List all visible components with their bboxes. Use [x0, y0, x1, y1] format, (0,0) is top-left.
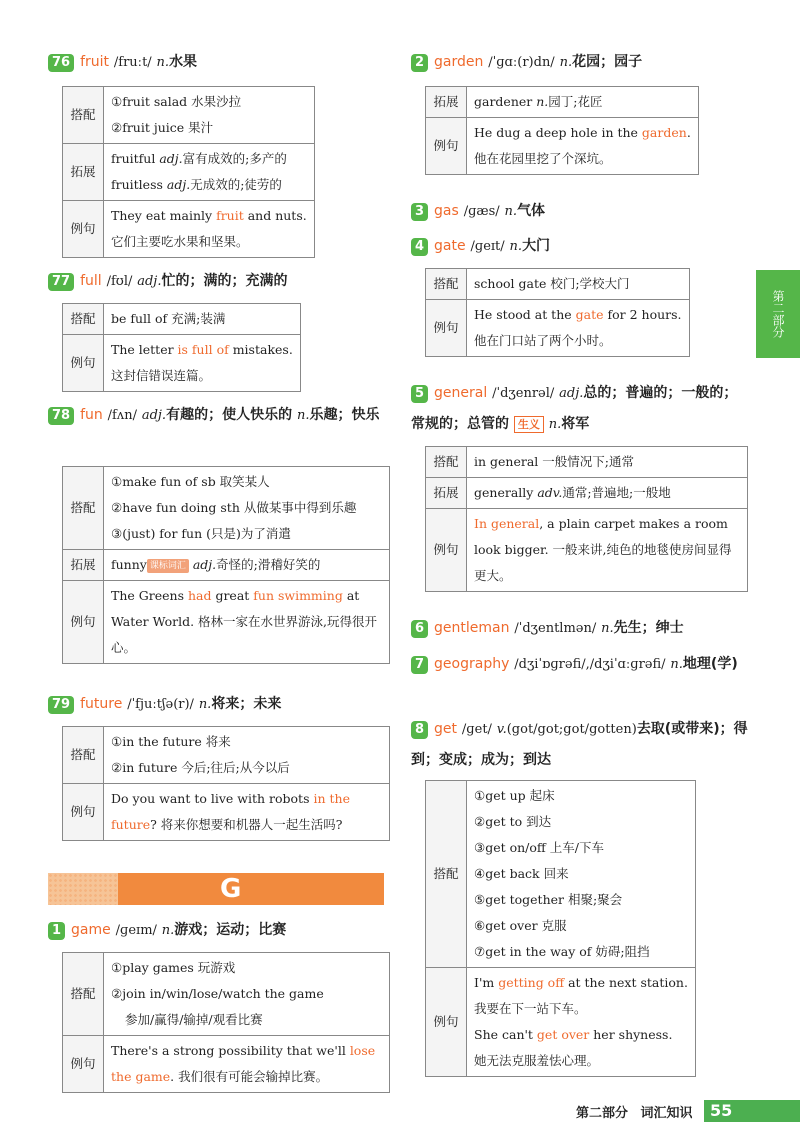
- headword: geography: [434, 656, 510, 672]
- part-of-speech: n.: [559, 55, 573, 70]
- example-text: ? 将来你想要和机器人一起生活吗?: [150, 817, 343, 832]
- entry-number: 1: [48, 922, 65, 940]
- collocation: ②in future 今后;往后;从今以后: [111, 760, 290, 775]
- phonetic: /ˈfjuːtʃə(r)/: [127, 697, 194, 712]
- entry-table-full: [62, 303, 301, 392]
- headword: gas: [434, 203, 459, 219]
- headword: garden: [434, 54, 484, 70]
- example-translation: 他在门口站了两个小时。: [474, 333, 612, 348]
- collocation: ②join in/win/lose/watch the game: [111, 986, 324, 1001]
- entry-fruit: [40, 48, 390, 77]
- headword: general: [434, 385, 488, 401]
- meaning: 游戏；运动；比赛: [174, 922, 287, 938]
- entry-heading: [40, 48, 390, 77]
- entry-table-fruit: [62, 86, 315, 258]
- meaning: 气体: [517, 203, 546, 219]
- entry-number: 6: [411, 620, 428, 638]
- example-text: , a plain carpet makes a room look bigger. 一般来讲,纯色的地毯使房间显得更大。: [474, 516, 732, 583]
- entry-gas: [403, 197, 748, 226]
- entry-heading: [403, 197, 748, 226]
- examples: [467, 968, 696, 1077]
- entry-heading: [403, 650, 748, 679]
- example-highlight: in the future: [111, 791, 350, 832]
- entry-heading: [403, 614, 748, 643]
- example-text: He dug a deep hole in the: [474, 125, 642, 140]
- collocation: ①make fun of sb 取笑某人: [111, 474, 270, 489]
- meaning: 水果: [169, 54, 198, 70]
- example-text: at the next station.: [564, 975, 688, 990]
- entry-table-general: [425, 446, 748, 592]
- entry-general: [403, 378, 748, 440]
- meaning: 总的；普遍的；一般的；常规的；总管的: [411, 385, 738, 432]
- collocations: [104, 953, 390, 1036]
- row-label: 例句: [63, 581, 104, 664]
- entry-heading: [40, 267, 390, 296]
- phonetic: /dʒiˈɒɡrəfi/,/dʒiˈɑːɡrəfi/: [514, 657, 666, 672]
- footer-part: 第二部分: [576, 1106, 629, 1121]
- row-label: 搭配: [426, 447, 467, 478]
- example: [467, 300, 690, 357]
- example-text: They eat mainly: [111, 208, 217, 223]
- example-translation: 她无法克服羞怯心理。: [474, 1053, 600, 1068]
- extension: [111, 172, 307, 198]
- row-label: 例句: [426, 118, 467, 175]
- example-text: The Greens: [111, 588, 188, 603]
- collocation: ②have fun doing sth 从做某事中得到乐趣: [111, 500, 357, 515]
- page-number: 55: [704, 1100, 800, 1122]
- section-bar-pattern: [48, 873, 118, 905]
- entry-table-future: [62, 726, 390, 841]
- phonetic: /fʊl/: [106, 274, 133, 289]
- row-label: 拓展: [63, 550, 104, 581]
- headword: fun: [80, 407, 103, 423]
- section-letter: G: [220, 874, 242, 904]
- collocation: ④get back 回来: [474, 866, 569, 881]
- entry-game: [40, 916, 390, 945]
- entry-heading: [403, 714, 748, 775]
- ext-meaning: 园丁;花匠: [548, 94, 603, 109]
- entry-number: 78: [48, 407, 74, 425]
- row-label: 拓展: [63, 144, 104, 201]
- entry-number: 4: [411, 238, 428, 256]
- example-translation: 这封信错误连篇。: [111, 368, 212, 383]
- entry-gate: [403, 232, 748, 261]
- part-of-speech: v.: [496, 722, 507, 737]
- entry-geography: [403, 650, 748, 679]
- example-highlight: fun swimming: [253, 588, 343, 603]
- ext-meaning: 通常;普遍地;一般地: [562, 485, 671, 500]
- part-of-speech: n.: [198, 697, 212, 712]
- example: [104, 335, 301, 392]
- example-translation: 我要在下一站下车。: [474, 1001, 587, 1016]
- row-label: 例句: [426, 509, 467, 592]
- collocation: be full of 充满;装满: [104, 304, 301, 335]
- entry-table-get: [425, 780, 696, 1077]
- example-text: I'm: [474, 975, 499, 990]
- entry-heading: [403, 378, 748, 440]
- example-text: She can't: [474, 1027, 537, 1042]
- example-text: great: [211, 588, 254, 603]
- meaning: 有趣的；使人快乐的: [166, 407, 293, 423]
- collocation-translation: 参加/赢得/输掉/观看比赛: [125, 1012, 263, 1027]
- entry-heading: [40, 401, 390, 430]
- ext-pos: adj.: [192, 557, 217, 572]
- example-text: .: [686, 125, 691, 140]
- page-footer: [576, 1102, 693, 1121]
- ext-meaning: 无成效的;徒劳的: [190, 177, 282, 192]
- ext-word: gardener: [474, 94, 537, 109]
- headword: get: [434, 721, 458, 737]
- example-highlight: get over: [536, 1027, 590, 1042]
- part-of-speech: n.: [156, 55, 170, 70]
- entry-table-fun: [62, 466, 390, 664]
- meaning: 将军: [561, 416, 590, 432]
- extension: [104, 550, 390, 581]
- entry-number: 76: [48, 54, 74, 72]
- entry-table-garden: [425, 86, 699, 175]
- collocation: ③(just) for fun (只是)为了消遣: [111, 526, 291, 541]
- side-section-tab: 第二部分: [756, 270, 800, 358]
- entry-heading: [403, 232, 748, 261]
- meaning: 先生；绅士: [613, 620, 684, 636]
- phonetic: /ɡeɪm/: [115, 923, 157, 938]
- meaning: 花园；园子: [572, 54, 643, 70]
- extensions: [104, 144, 315, 201]
- phonetic: /ˈɡɑː(r)dn/: [488, 55, 555, 70]
- meaning: 忙的；满的；充满的: [161, 273, 288, 289]
- entry-table-game: [62, 952, 390, 1093]
- collocation: ①fruit salad 水果沙拉: [111, 94, 242, 109]
- ext-word: generally: [474, 485, 538, 500]
- ext-word: fruitless: [111, 177, 167, 192]
- collocation: school gate 校门;学校大门: [467, 269, 690, 300]
- collocation: ⑤get together 相聚;聚会: [474, 892, 623, 907]
- collocation: ①play games 玩游戏: [111, 960, 236, 975]
- ext-meaning: 奇怪的;滑稽好笑的: [216, 557, 321, 572]
- example: [104, 1036, 390, 1093]
- collocations: [104, 87, 315, 144]
- example-text: her shyness.: [589, 1027, 673, 1042]
- part-of-speech: n.: [504, 204, 518, 219]
- phonetic: /ɡet/: [461, 722, 492, 737]
- example: [467, 118, 699, 175]
- example-text: for 2 hours.: [603, 307, 682, 322]
- example-text: at Water World. 格林一家在水世界游泳,玩得很开心。: [111, 588, 378, 655]
- example-translation: 他在花园里挖了个深坑。: [474, 151, 612, 166]
- entry-fun: [40, 401, 390, 430]
- part-of-speech: n.: [296, 408, 310, 423]
- entry-number: 8: [411, 721, 428, 739]
- verb-forms: (got/got;got/gotten): [506, 722, 637, 737]
- collocation: ①in the future 将来: [111, 734, 231, 749]
- part-of-speech: n.: [601, 621, 614, 636]
- entry-heading: [40, 916, 390, 945]
- part-of-speech: adj.: [141, 408, 167, 423]
- part-of-speech: adj.: [137, 274, 162, 289]
- headword: future: [80, 696, 123, 712]
- headword: gentleman: [434, 620, 510, 636]
- row-label: 例句: [63, 201, 104, 258]
- section-bar-g: [48, 873, 384, 905]
- curriculum-tag: 课标词汇: [147, 559, 189, 573]
- entry-garden: [403, 48, 748, 77]
- phonetic: /ɡeɪt/: [470, 239, 505, 254]
- extension: [467, 87, 699, 118]
- example-text: . 我们很有可能会输掉比赛。: [170, 1069, 329, 1084]
- ext-pos: adj.: [159, 151, 183, 166]
- phonetic: /fʌn/: [107, 408, 137, 423]
- ext-pos: adj.: [166, 177, 191, 192]
- entry-get: [403, 714, 748, 775]
- row-label: 搭配: [63, 304, 104, 335]
- meaning: 地理(学): [682, 656, 738, 672]
- part-of-speech: adj.: [559, 386, 584, 401]
- phonetic: /ɡæs/: [463, 204, 500, 219]
- entry-heading: [40, 690, 390, 719]
- row-label: 例句: [63, 1036, 104, 1093]
- row-label: 搭配: [426, 269, 467, 300]
- row-label: 搭配: [426, 781, 467, 968]
- meaning: 将来；未来: [211, 696, 282, 712]
- entry-heading: [403, 48, 748, 77]
- example-highlight: is full of: [177, 342, 229, 357]
- example-text: The letter: [111, 342, 178, 357]
- extension: [467, 478, 748, 509]
- row-label: 搭配: [63, 87, 104, 144]
- collocation: ②fruit juice 果汁: [111, 120, 214, 135]
- meaning: 乐趣；快乐: [309, 407, 380, 423]
- example: [104, 581, 390, 664]
- collocation: ③get on/off 上车/下车: [474, 840, 604, 855]
- collocation: ⑦get in the way of 妨碍;阻挡: [474, 944, 650, 959]
- phonetic: /fruːt/: [113, 55, 152, 70]
- entry-future: [40, 690, 390, 719]
- entry-number: 3: [411, 203, 428, 221]
- headword: gate: [434, 238, 466, 254]
- example-text: mistakes.: [228, 342, 293, 357]
- phonetic: /ˈdʒenrəl/: [492, 386, 555, 401]
- row-label: 例句: [63, 335, 104, 392]
- footer-title: 词汇知识: [640, 1106, 693, 1121]
- row-label: 例句: [426, 300, 467, 357]
- ext-word: fruitful: [111, 151, 160, 166]
- example-translation: 它们主要吃水果和坚果。: [111, 234, 249, 249]
- entry-gentleman: [403, 614, 748, 643]
- row-label: 搭配: [63, 467, 104, 550]
- meaning: 去取(或带来)；得到；变成；成为；到达: [411, 721, 748, 768]
- collocations: [467, 781, 696, 968]
- ext-word: funny: [111, 557, 147, 572]
- extension: [111, 146, 307, 172]
- collocation: ②get to 到达: [474, 814, 552, 829]
- example-highlight: had: [187, 588, 212, 603]
- example-highlight: gate: [575, 307, 604, 322]
- row-label: 搭配: [63, 727, 104, 784]
- example-highlight: In general: [474, 516, 540, 531]
- example-highlight: garden: [641, 125, 687, 140]
- example-text: He stood at the: [474, 307, 576, 322]
- entry-number: 7: [411, 656, 428, 674]
- row-label: 拓展: [426, 478, 467, 509]
- example-text: There's a strong possibility that we'll: [111, 1043, 350, 1058]
- new-meaning-tag: 生义: [514, 416, 544, 433]
- collocations: [104, 467, 390, 550]
- example-highlight: getting off: [498, 975, 565, 990]
- meaning: 大门: [522, 238, 551, 254]
- part-of-speech: n.: [548, 417, 562, 432]
- ext-meaning: 富有成效的;多产的: [182, 151, 287, 166]
- part-of-speech: n.: [161, 923, 175, 938]
- collocation: ⑥get over 克服: [474, 918, 567, 933]
- row-label: 拓展: [426, 87, 467, 118]
- entry-number: 79: [48, 696, 74, 714]
- collocations: [104, 727, 390, 784]
- collocation: ①get up 起床: [474, 788, 555, 803]
- row-label: 例句: [63, 784, 104, 841]
- example-highlight: lose the game: [111, 1043, 376, 1084]
- entry-full: [40, 267, 390, 296]
- example-text: Do you want to live with robots: [111, 791, 314, 806]
- ext-pos: adv.: [537, 485, 563, 500]
- example: [467, 509, 748, 592]
- phonetic: /ˈdʒentlmən/: [514, 621, 597, 636]
- entry-number: 5: [411, 385, 428, 403]
- headword: fruit: [80, 54, 110, 70]
- example-text: and nuts.: [243, 208, 307, 223]
- part-of-speech: n.: [509, 239, 523, 254]
- collocation: in general 一般情况下;通常: [467, 447, 748, 478]
- example-highlight: fruit: [216, 208, 244, 223]
- row-label: 例句: [426, 968, 467, 1077]
- example: [104, 784, 390, 841]
- entry-number: 77: [48, 273, 74, 291]
- headword: full: [80, 273, 102, 289]
- entry-table-gate: [425, 268, 690, 357]
- row-label: 搭配: [63, 953, 104, 1036]
- example: [104, 201, 315, 258]
- headword: game: [71, 922, 111, 938]
- part-of-speech: n.: [670, 657, 683, 672]
- ext-pos: n.: [536, 94, 549, 109]
- entry-number: 2: [411, 54, 428, 72]
